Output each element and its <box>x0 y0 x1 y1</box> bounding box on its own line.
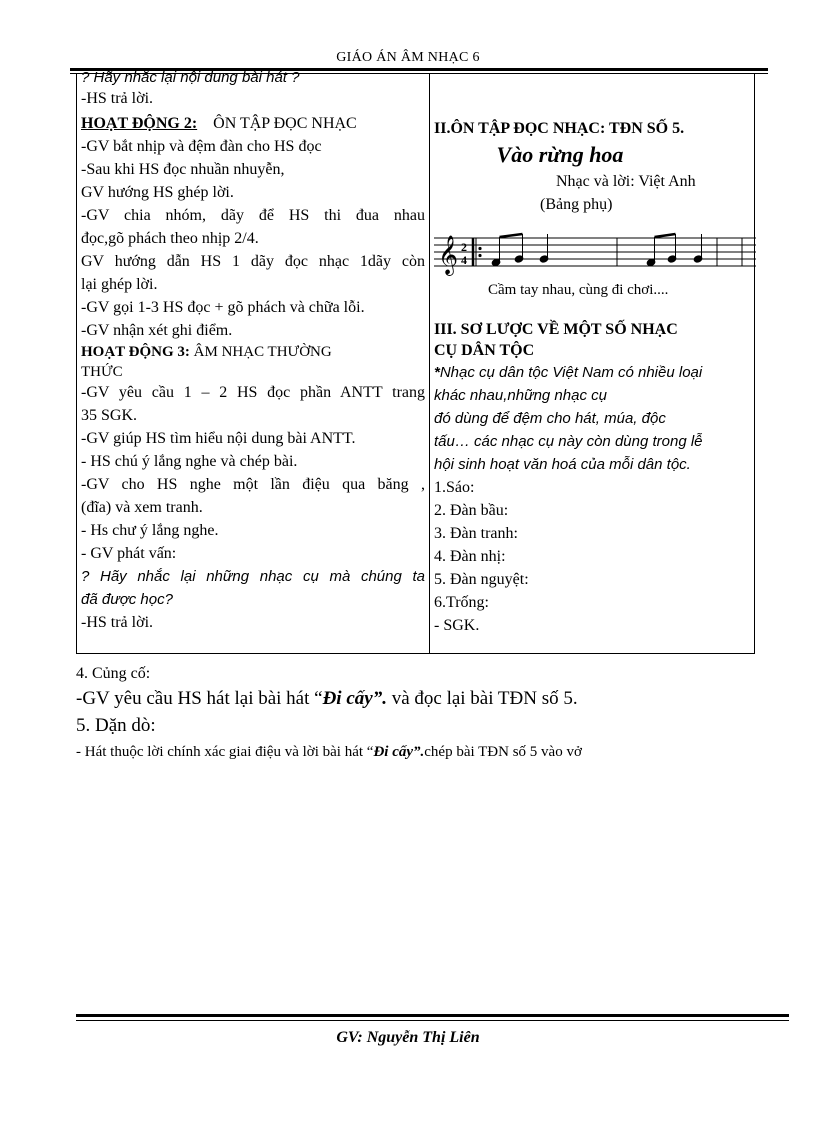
homework-text-b: chép bài TĐN số 5 vào vở <box>424 744 582 760</box>
activity-line: -Sau khi HS đọc nhuần nhuyễn, <box>81 161 285 178</box>
activity-line: -HS trả lời. <box>81 90 154 107</box>
instrument-item: 1.Sáo: <box>434 479 475 496</box>
music-staff <box>434 226 756 280</box>
teacher-activities-column <box>77 69 430 654</box>
footer-rule-thin <box>76 1020 789 1021</box>
measure-2-notes <box>646 234 703 267</box>
note-bullet: * <box>434 364 440 381</box>
activity-line: -GV nhận xét ghi điểm. <box>81 322 233 339</box>
activity-line: - HS chú ý lắng nghe và chép bài. <box>81 453 298 470</box>
instrument-item: 4. Đàn nhị: <box>434 548 506 565</box>
consolidation-heading: 4. Củng cố: <box>76 665 151 682</box>
activity-title: ÔN TẬP ĐỌC NHẠC <box>213 115 357 132</box>
activity-line: lại ghép lời. <box>81 276 158 293</box>
activity-line: - GV phát vấn: <box>81 545 177 562</box>
section-heading-instruments-2: CỤ DÂN TỘC <box>434 342 535 359</box>
activity-line: đọc,gõ phách theo nhịp 2/4. <box>81 230 259 247</box>
instruments-note <box>434 361 750 384</box>
note-text: Nhạc cụ dân tộc Việt Nam có nhiều loại <box>439 364 703 381</box>
activity-line: THỨC <box>81 364 123 380</box>
activity-line: -GV cho HS nghe một lần điệu qua băng , <box>81 476 425 493</box>
activity-line: GV hướng dẫn HS 1 dãy đọc nhạc 1dãy còn <box>81 253 425 270</box>
question-line: ? Hãy nhắc lại nội dung bài hát ? <box>81 69 300 86</box>
activity-line: -GV gọi 1-3 HS đọc + gõ phách và chữa lỗi. <box>81 299 365 316</box>
activity-line: -GV giúp HS tìm hiểu nội dung bài ANTT. <box>81 430 356 447</box>
instrument-item: 5. Đàn nguyệt: <box>434 571 529 588</box>
activity-line: -GV chia nhóm, dãy để HS thi đua nhau <box>81 207 425 224</box>
svg-text:4: 4 <box>461 253 467 267</box>
consolidation-text <box>76 688 578 710</box>
instruments-note: tấu… các nhạc cụ này còn dùng trong lễ <box>434 433 703 450</box>
activity-line: -HS trả lời. <box>81 614 154 631</box>
consolidation-text-b: và đọc lại bài TĐN số 5. <box>386 688 578 709</box>
measure-1-notes <box>491 234 549 267</box>
instruments-note: khác nhau,những nhạc cụ <box>434 387 607 404</box>
content-column <box>430 74 755 654</box>
activity-label: HOẠT ĐỘNG 2: <box>81 115 198 132</box>
question-line: ? Hãy nhắc lại những nhạc cụ mà chúng ta <box>81 568 425 585</box>
instrument-item: 6.Trống: <box>434 594 489 611</box>
treble-clef-icon: 𝄞 <box>438 235 459 275</box>
instrument-item: - SGK. <box>434 617 480 634</box>
activity-line: -GV yêu cầu 1 – 2 HS đọc phần ANTT trang <box>81 384 425 401</box>
activity-heading-3 <box>81 342 425 363</box>
homework-text <box>76 744 582 761</box>
page-header-title: GIÁO ÁN ÂM NHẠC 6 <box>336 50 480 65</box>
instruments-note: đó dùng để đệm cho hát, múa, độc <box>434 410 666 427</box>
activity-line: GV hướng HS ghép lời. <box>81 184 234 201</box>
section-heading-instruments: III. SƠ LƯỢC VỀ MỘT SỐ NHẠC <box>434 321 678 338</box>
instrument-item: 2. Đàn bầu: <box>434 502 509 519</box>
staff-lines <box>434 238 756 266</box>
question-line: đã được học? <box>81 591 173 608</box>
song-lyrics: Cầm tay nhau, cùng đi chơi.... <box>488 282 669 298</box>
homework-text-a: - Hát thuộc lời chính xác giai điệu và lời bài hát “ <box>76 744 374 760</box>
time-signature: 2 <box>461 240 467 254</box>
consolidation-text-a: -GV yêu cầu HS hát lại bài hát “ <box>76 688 323 709</box>
homework-heading: 5. Dặn dò: <box>76 715 156 736</box>
song-name: Đi cấy”. <box>373 744 425 760</box>
board-note: (Bảng phụ) <box>540 196 613 213</box>
footer-rule-thick <box>76 1014 789 1017</box>
activity-heading-2 <box>81 112 425 135</box>
instruments-note: hội sinh hoạt văn hoá của mỗi dân tộc. <box>434 456 691 473</box>
activity-title: ÂM NHẠC THƯỜNG <box>193 344 332 360</box>
composer-line: Nhạc và lời: Việt Anh <box>556 173 696 190</box>
activity-line: (đĩa) và xem tranh. <box>81 499 203 516</box>
instrument-item: 3. Đàn tranh: <box>434 525 518 542</box>
lesson-table <box>76 69 755 654</box>
activity-line: 35 SGK. <box>81 407 138 424</box>
activity-line: - Hs chư ý lắng nghe. <box>81 522 219 539</box>
teacher-name: GV: Nguyễn Thị Liên <box>336 1029 480 1046</box>
section-heading-reading: II.ÔN TẬP ĐỌC NHẠC: TĐN SỐ 5. <box>434 120 685 137</box>
activity-label: HOẠT ĐỘNG 3: <box>81 344 190 360</box>
song-title: Vào rừng hoa <box>496 142 624 167</box>
song-name: Đi cấy”. <box>322 688 387 709</box>
activity-line: -GV bắt nhịp và đệm đàn cho HS đọc <box>81 138 322 155</box>
